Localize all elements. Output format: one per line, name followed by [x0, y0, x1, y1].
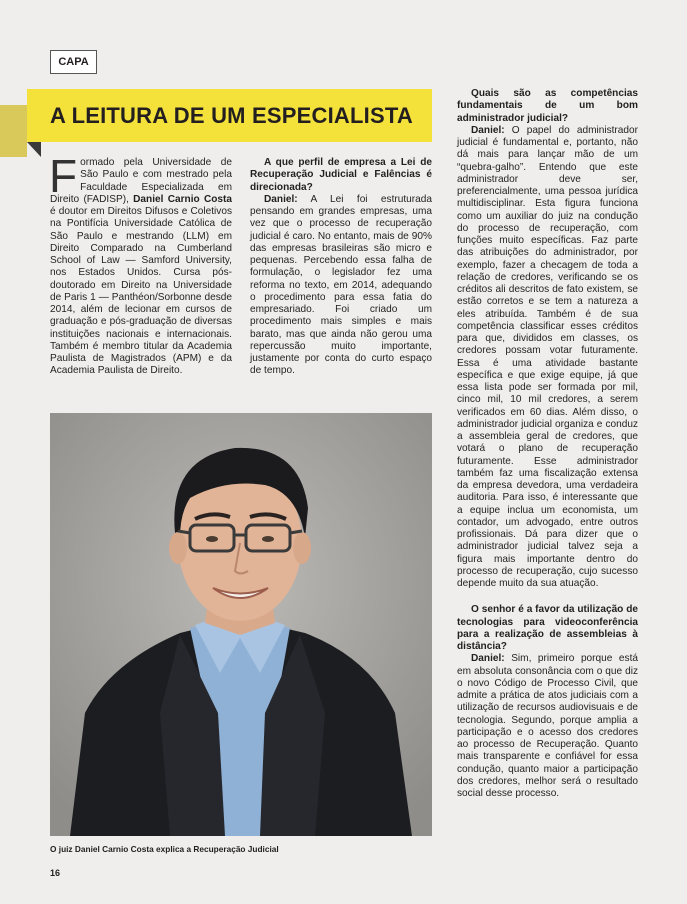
portrait-photo [50, 413, 432, 836]
portrait-illustration [50, 413, 432, 836]
intro-column [49, 150, 232, 378]
question-3: O senhor é a favor da utilização de tecnologias para videoconferência para a realização de assembleias à distância? [457, 604, 638, 652]
headline-side-band [0, 105, 27, 157]
headline-corner-fold [27, 142, 41, 157]
section-tag: CAPA [50, 50, 97, 74]
question-1-column [250, 157, 432, 378]
photo-caption: O juiz Daniel Carnio Costa explica a Recuperação Judicial [50, 844, 279, 854]
answer-2: Daniel: O papel do administrador judicial é fundamental e, portanto, não dá mais para lançar mão de um “quebra-galho”. Entendo que este administrador deve ser, preferencialmente, uma pessoa jurídica multidisciplinar. Esta figura funciona como um auxiliar do juiz na condução do processo de recuperação, com funções muito específicas. Faz parte das atribuições do administrador, por exemplo, fazer a checagem de toda a relação de credores, verificando se os créditos ali descritos de fato existem, se estão corretos e se tem a natureza a eles atribuída. Também é de sua competência classificar esses créditos para que, divididos em classes, os credores possam votar futuramente. Essa é uma atividade bastante específica e que exige equipe, já que essa lista pode ser formada por mil, cinco mil, 10 mil credores, a serem verificados em 60 dias. Além disso, o administrador judicial organiza e conduz a assembleia geral de credores, que votará o plano de recuperação futuramente. Esse administrador também faz uma fiscalização extensa da empresa devedora, uma verdadeira auditoria. Para isso, é interessante que a equipe inclua um economista, um contador, um advogado, entre outros profissionais. Dá para dizer que o administrador judicial talvez seja a figura mais importante dentro do processo de recuperação, cujo sucesso depende muito da sua atuação. [457, 124, 638, 589]
headline: A LEITURA DE UM ESPECIALISTA [27, 89, 432, 142]
question-2-3-column [457, 88, 638, 800]
question-1: A que perfil de empresa a Lei de Recuperação Judicial e Falências é direcionada? [250, 157, 432, 193]
speaker-label: Daniel: [471, 124, 505, 136]
speaker-label: Daniel: [264, 193, 298, 205]
speaker-label: Daniel: [471, 653, 505, 665]
question-2: Quais são as competências fundamentais de um bom administrador judicial? [457, 88, 638, 124]
answer-3: Daniel: Sim, primeiro porque está em absoluta consonância com o que diz o novo Código de Processo Civil, que admite a prática de atos judiciais com a utilização de recursos audiovisuais e de tecnologia. Segundo, porque amplia a participação e o acesso dos credores ao processo de Recuperação. Quanto mais transparente e confiável for essa condução, quanto maior a participação dos credores, melhor será o resultado social desse processo. [457, 653, 638, 799]
drop-cap: F [49, 150, 78, 202]
author-name: Daniel Carnio Costa [133, 193, 232, 205]
answer-1: Daniel: A Lei foi estruturada pensando em grandes empresas, uma vez que o processo de recuperação judicial é caro. No entanto, mais de 90% das empresas brasileiras são micro e pequenas. Percebendo essa falha de formulação, o legislador fez uma reforma no texto, em 2014, adequando o procedimento para essa fatia do empresariado. Foi criado um procedimento mais simples e mais barato, mas que ainda não gerou uma repercussão muito importante, justamente por conta do curto espaço de tempo. [250, 193, 432, 377]
page-number: 16 [50, 868, 61, 878]
intro-paragraph: Formado pela Universidade de São Paulo e com mestrado pela Faculdade Especializada em Direito (FADISP), Daniel Carnio Costa é doutor em Direitos Difusos e Coletivos na Pontifícia Universidade Católica de São Paulo e mestrando (LLM) em Direito Comparado na Cumberland School of Law — Samford University, nos Estados Unidos. Cursa pós-doutorado em Direito na Universidade de Paris 1 — Panthéon/Sorbonne desde 2014, além de lecionar em cursos de graduação e pós-graduação de diversas instituições nacionais e internacionais. Também é membro titular da Academia Paulista de Magistrados (APM) e da Academia Paulista de Direito. [49, 150, 232, 377]
